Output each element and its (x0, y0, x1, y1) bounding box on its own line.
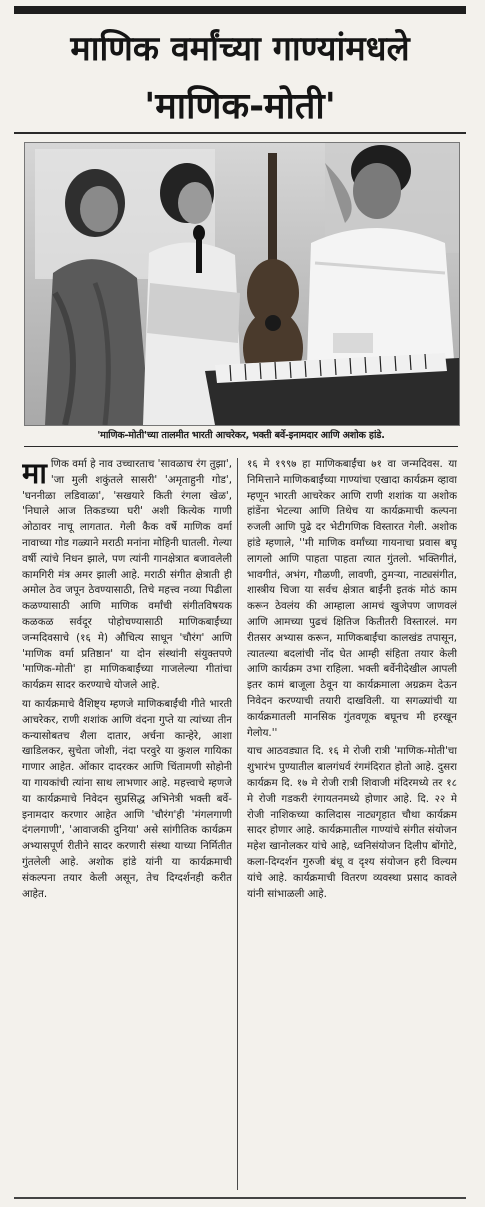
article-column-left (22, 457, 232, 1195)
headline-rule (14, 132, 466, 134)
headline-line-1: माणिक वर्मांच्या गाण्यांमधले (70, 29, 410, 69)
masthead-bar (14, 6, 466, 14)
column-divider (237, 458, 238, 1190)
paragraph: या कार्यक्रमाचे वैशिष्ट्य म्हणजे माणिकबाईंची गीते भारती आचरेकर, राणी शशांक आणि वंदना गुप्ते या त्यांच्या तीन कन्यासोबतच शैला दातार, अर्चना कान्हेरे, आशा खाडिलकर, सुचेता जोशी, नंदा परवुरे या कुशल गायिका गाणार आहेत. ओंकार दादरकर आणि चिंतामणी सोहोनी या गायकांची त्यांना साथ लाभणार आहे. महत्त्वाचे म्हणजे या कार्यक्रमाचे निवेदन सुप्रसिद्ध अभिनेत्री भक्ती बर्वे-इनामदार करणार आहेत आणि 'चौरंग'ही 'मंगलगाणी दंगलगाणी', 'आवाजकी दुनिया' असे सांगीतिक कार्यक्रम अभ्यासपूर्ण रीतीने सादर करणारी संस्था याच्या निर्मितीत गुंतलेली आहे. अशोक हांडे यांनी या कार्यक्रमाची संकल्पना तयार केली असून, तेच दिग्दर्शनही करीत आहेत. (22, 697, 232, 900)
article-column-right (247, 457, 457, 1195)
dropcap: मा (22, 457, 47, 490)
bottom-rule (14, 1197, 466, 1199)
photo-caption: 'माणिक-मोती'च्या तालमीत भारती आचरेकर, भक्ती बर्वे-इनामदार आणि अशोक हांडे. (97, 430, 385, 441)
caption-rule (24, 446, 458, 447)
article-photo (24, 142, 460, 426)
headline-line-2: 'माणिक-मोती' (144, 86, 336, 127)
paragraph: णिक वर्मा हे नाव उच्चारताच 'सावळाच रंग तुझा', 'जा मुली शकुंतले सासरी' 'अमृताहुनी गोड', 'घननीळा लडिवाळा', 'सखयारे किती रंगला खेळ', 'निघाले आज तिकडच्या घरी' अशी कित्येक गाणी ओठावर नाचू लागतात. गेली कैक वर्षे माणिक वर्मा नावाच्या गोड गळ्याने मराठी मनांना मोहिनी घातली. गेल्या वर्षी त्यांचे निधन झाले, पण त्यांनी गानक्षेत्रात बजावलेली कामगिरी मंत्र अमर झाली आहे. मराठी संगीत क्षेत्राती ही अमोल ठेव जपून ठेवण्यासाठी, तिचे महत्त्व नव्या पिढीला कळण्यासाठी आणि माणिक वर्मांची संगीतविषयक कळकळ सर्वदूर पोहोचण्यासाठी माणिकबाईंच्या जन्मदिवसाचे (१६ मे) औचित्य साधून 'चौरंग' आणि 'माणिक वर्मा प्रतिष्ठान' या दोन संस्थांनी संयुक्तपणे 'माणिक-मोती' हा माणिकबाईंच्या गाजलेल्या गीतांचा कार्यक्रम सादर करण्याचे योजले आहे. (22, 458, 232, 692)
paragraph: याच आठवड्यात दि. १६ मे रोजी रात्री 'माणिक-मोती'चा शुभारंभ पुण्यातील बालगंधर्व रंगमंदिरात होतो आहे. दुसरा कार्यक्रम दि. १७ मे रोजी रात्री शिवाजी मंदिरमध्ये तर १८ मे रोजी गडकरी रंगायतनमध्ये होणार आहे. दि. २२ मे रोजी नाशिकच्या कालिदास नाट्यगृहात चौथा कार्यक्रम सादर होणार आहे. कार्यक्रमातील गाण्यांचे संगीत संयोजन महेश खानोलकर यांचे आहे, ध्वनिसंयोजन दिलीप बोंगोटे, कला-दिग्दर्शन गुरुजी बंधू व दृश्य संयोजन हरी विल्यम यांचे आहे. कार्यक्रमाची वितरण व्यवस्था प्रसाद कावले यांनी सांभाळली आहे. (247, 745, 457, 900)
paragraph: १६ मे १९९७ हा माणिकबाईंचा ७१ वा जन्मदिवस. या निमित्ताने माणिकबाईंच्या गाण्यांचा एखादा कार्यक्रम व्हावा म्हणून भारती आचरेकर आणि राणी शशांक या अशोक हांडेंना भेटल्या आणि तिथेच या कार्यक्रमाची कल्पना रुजली आणि पुढे दर भेटीगणिक विस्तारत गेली. अशोक हांडे म्हणाले, ''मी माणिक वर्मांच्या गायनाचा प्रवास बघू लागलो आणि पाहता पाहता त्यात गुंतलो. भक्तिगीतं, भावगीतं, अभंग, गौळणी, लावणी, ठुमऱ्या, नाट्यसंगीत, शास्त्रीय चिजा या सर्वच क्षेत्रात बाईंनी इतकं मोठं काम करून ठेवलंय की आम्हाला आमचं खुजेपण जाणवलं आणि आमच्या पुढचं क्षितिज कितीतरी विस्तारलं. मग रीतसर अभ्यास करून, माणिकबाईंचा कालखंड तपासून, त्यातल्या बदलांची नोंद घेत आम्ही संहिता तयार केली आणि कार्यक्रम उभा राहिला. भक्ती बर्वेनीदेखील आपली इतर कामं बाजूला ठेवून या कार्यक्रमाला अग्रक्रम देऊन निवेदन करण्याची तयारी दाखविली. या सगळ्यांची या कार्यक्रमातली मानसिक गुंतवणूक बघूनच मी हरखून गेलोय.'' (247, 458, 457, 739)
photo-illustration (25, 143, 459, 425)
